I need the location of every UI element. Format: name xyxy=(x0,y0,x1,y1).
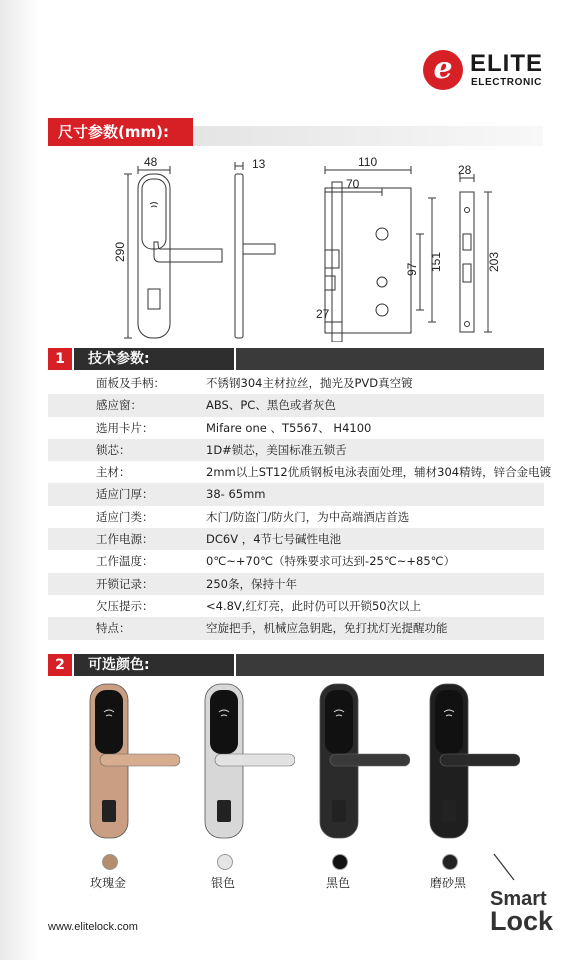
spec-value: 空旋把手，机械应急钥匙，免打扰灯光提醒功能 xyxy=(206,621,448,636)
dimensions-header: 尺寸参数(mm): xyxy=(48,118,193,146)
section-title: 可选颜色: xyxy=(74,654,234,676)
dim-body-width: 110 xyxy=(358,155,378,169)
spec-label: 锁芯： xyxy=(96,442,131,457)
spec-row xyxy=(48,506,544,528)
color-label: 玫瑰金 xyxy=(89,876,126,890)
spec-value: 不锈钢304主材拉丝，抛光及PVD真空镀 xyxy=(206,376,413,390)
spec-table xyxy=(48,372,552,640)
spec-row xyxy=(48,595,544,617)
spec-label: 适应门类： xyxy=(96,509,154,524)
spec-row xyxy=(48,417,544,439)
spec-label: 感应窗： xyxy=(96,398,142,413)
spec-row xyxy=(48,573,544,595)
website-url: www.elitelock.com xyxy=(48,921,138,933)
section-title: 技术参数: xyxy=(74,348,234,370)
lock-product-image xyxy=(185,682,295,840)
spec-label: 开锁记录： xyxy=(96,576,154,591)
spec-row xyxy=(48,528,544,550)
dim-face-width: 28 xyxy=(458,163,472,177)
cylinder-lower xyxy=(376,304,388,316)
spec-row xyxy=(48,439,544,461)
spec-label: 欠压提示： xyxy=(96,598,154,613)
mortise-faceplate xyxy=(332,182,342,342)
side-handle xyxy=(243,244,275,254)
spec-value: 0℃~+70℃（特殊要求可达到-25℃~+85℃） xyxy=(206,554,456,569)
tag-lock: Lock xyxy=(490,906,554,936)
tag-smart: Smart xyxy=(490,888,547,910)
spec-value: <4.8V,红灯亮，此时仍可以开锁50次以上 xyxy=(206,598,422,613)
spec-value: 2mm以上ST12优质钢板电泳表面处理，辅材304精铸，锌合金电镀 xyxy=(206,465,552,480)
brand-subtitle: ELECTRONIC xyxy=(471,77,542,88)
color-swatch xyxy=(102,854,118,870)
color-swatch xyxy=(217,854,233,870)
spec-label: 工作电源： xyxy=(96,532,154,547)
dead-bolt xyxy=(325,276,335,290)
spec-label: 面板及手柄： xyxy=(96,376,165,390)
mortise-body xyxy=(325,188,411,333)
spec-value: 38- 65mm xyxy=(206,487,266,502)
section-header-colors xyxy=(48,654,544,676)
side-panel xyxy=(235,174,243,338)
wireless-icon xyxy=(150,203,158,208)
section-number: 1 xyxy=(48,348,72,370)
lock-product-image xyxy=(70,682,180,840)
section-header-specs xyxy=(48,348,544,370)
dim-panel-height: 290 xyxy=(113,241,127,262)
spec-label: 适应门厚： xyxy=(96,487,154,502)
spec-value: DC6V ，4节七号碱性电池 xyxy=(206,532,342,547)
spec-label: 特点： xyxy=(96,621,131,636)
logo-letter: e xyxy=(433,51,453,86)
spec-label: 主材： xyxy=(96,465,131,480)
decorative-slash xyxy=(488,852,528,886)
section-number: 2 xyxy=(48,654,72,676)
spec-value: 250条，保持十年 xyxy=(206,576,297,591)
color-label: 黑色 xyxy=(325,876,350,890)
spec-value: Mifare one 、T5567、 H4100 xyxy=(206,420,372,435)
brand-logo xyxy=(423,50,548,92)
spindle-hole xyxy=(376,228,388,240)
color-swatch xyxy=(442,854,458,870)
brand-name: ELITE xyxy=(470,50,544,77)
spec-label: 选用卡片： xyxy=(96,420,154,435)
color-label: 磨砂黑 xyxy=(429,876,466,890)
spec-row xyxy=(48,394,544,416)
spec-row xyxy=(48,617,544,639)
color-label: 银色 xyxy=(210,876,235,890)
spec-value: ABS、PC、黑色或者灰色 xyxy=(206,398,336,413)
lock-product-image xyxy=(410,682,520,840)
dimension-drawings xyxy=(40,152,550,342)
dim-thickness: 13 xyxy=(252,157,266,171)
left-shade xyxy=(0,0,40,960)
spec-value: 1D#锁芯，美国标准五锁舌 xyxy=(206,442,347,457)
spec-row xyxy=(48,461,552,483)
front-panel-window xyxy=(142,179,166,249)
color-swatch xyxy=(332,854,348,870)
spec-label: 工作温度： xyxy=(96,554,154,569)
lock-product-image xyxy=(300,682,410,840)
dim-center-a: 97 xyxy=(405,262,419,276)
dim-face-height: 203 xyxy=(487,251,501,272)
dim-panel-width: 48 xyxy=(144,155,158,169)
dim-bottom-offset: 27 xyxy=(316,307,330,321)
cylinder-hole xyxy=(377,277,387,287)
dim-center-b: 151 xyxy=(429,251,443,272)
color-options xyxy=(60,682,490,892)
dimensions-header-bar xyxy=(193,126,543,146)
spec-row xyxy=(48,372,544,394)
dim-backset: 70 xyxy=(346,177,360,191)
spec-value: 木门/防盗门/防火门，为中高端酒店首选 xyxy=(206,509,410,524)
keyhole-cover xyxy=(148,289,160,309)
spec-row xyxy=(48,483,544,505)
spec-row xyxy=(48,550,544,572)
